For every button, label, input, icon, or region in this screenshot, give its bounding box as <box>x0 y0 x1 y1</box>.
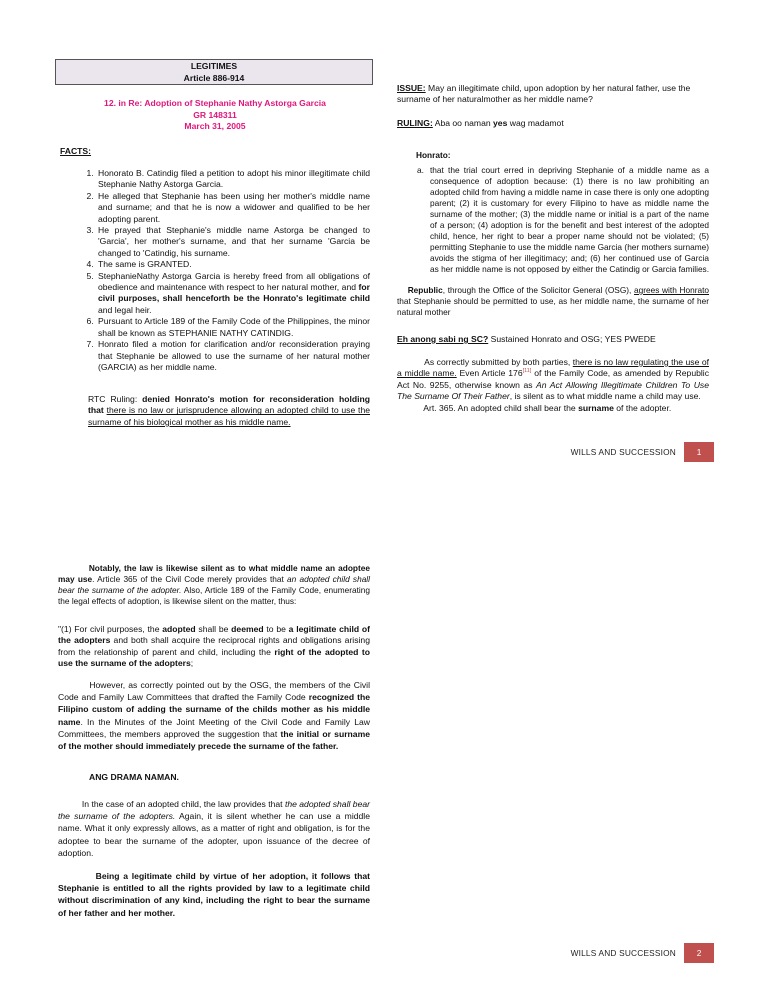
article-189-quote: "(1) For civil purposes, the adopted shall be deemed to be a legitimate child of the adopters and both shall acquire the reciprocal rights and obligations arising from the relationship of parent and child, including the right of the adopted to use the surname of the adopters; <box>58 624 370 669</box>
republic-paragraph: Republic, through the Office of the Solicitor General (OSG), agrees with Honrato that Stephanie should be permitted to use, as her middle name, the surname of her natural mother <box>397 285 709 317</box>
osg-paragraph: However, as correctly pointed out by the OSG, the members of the Civil Code and Family Law Committees that drafted the Family Code recognized the Filipino custom of adding the surname of the childs mother as his middle name. In the Minutes of the Joint Meeting of the Civil Code and Family Law Committees, the members approved the suggestion that the initial or surname of the mother should immediately precede the surname of the father. <box>58 680 371 752</box>
facts-heading: FACTS: <box>60 146 92 156</box>
facts-list <box>58 168 370 373</box>
sc-paragraph: As correctly submitted by both parties, there is no law regulating the use of a middle name. Even Article 176[11] of the Family Code, as amended by Republic Act No. 9255, otherwise known as An Act Allowing Illegitimate Children To Use The Surname Of Their Father, is silent as to what middle name a child may use. Art. 365. An adopted child shall bear the surname of the adopter. <box>397 357 709 413</box>
honrato-argument: a. that the trial court erred in depriving Stephanie of a middle name as a consequence of adoption because: (1) there is no law prohibiting an adopted child from having a middle name in case there is only one adopting parent; (2) it is customary for every Filipino to have as middle name the surname of the mother; (3) the middle name or initial is a part of the name of a person; (4) adoption is for the benefit and best interest of the adopted child, hence, her right to bear a proper name should not be violated; (5) permitting Stephanie to use the middle name Garcia (her mothers surname) avoids the stigma of her illegitimacy; and; (6) her continued use of Garcia as her middle name is not opposed by either the Catindig or Garcia families. <box>417 165 710 274</box>
articles: Article 886-914 <box>183 72 245 83</box>
sc-line: Eh anong sabi ng SC? Sustained Honrato and OSG; YES PWEDE <box>397 334 656 344</box>
page-footer <box>571 442 714 462</box>
legitimate-child-paragraph: Being a legitimate child by virtue of her adoption, it follows that Stephanie is entitled to all the rights provided by law to a legitimate child without discrimination of any kind, including the right to bear the surname of her father and her mother. <box>58 871 370 918</box>
list-item: 3. He prayed that Stephanie's middle name Astorga be changed to 'Garcia', her mother's surname, and that her surname 'Garcia be changed to 'Catindig, his surname. <box>96 225 370 259</box>
case-gr: GR 148311 <box>193 109 237 120</box>
title-box <box>55 59 373 85</box>
page-footer <box>571 943 714 963</box>
case-date: March 31, 2005 <box>184 121 246 131</box>
rtc-ruling: RTC Ruling: denied Honrato's motion for reconsideration holding that there is no law or jurisprudence allowing an adopted child to use the surname of his biological mother as his middle name. <box>88 394 371 427</box>
page-number-badge: 2 <box>684 943 714 963</box>
case-name: 12. in Re: Adoption of Stephanie Nathy Astorga Garcia <box>104 98 326 108</box>
honrato-heading: Honrato: <box>416 150 451 160</box>
footer-label: WILLS AND SUCCESSION <box>570 948 676 958</box>
title: LEGITIMES <box>190 61 238 71</box>
drama-heading: ANG DRAMA NAMAN. <box>89 772 179 782</box>
list-item: 5. StephanieNathy Astorga Garcia is hereby freed from all obligations of obedience and maintenance with respect to her natural mother, and for civil purposes, shall henceforth be the Honrato's legitimate child and legal heir. <box>96 271 370 317</box>
list-marker: a. <box>417 165 424 175</box>
footer-label: WILLS AND SUCCESSION <box>570 447 676 457</box>
list-item: 7. Honrato filed a motion for clarification and/or reconsideration praying that Stephanie be allowed to use the surname of her natural mother (GARCIA) as her middle name. <box>96 339 370 373</box>
list-item: 1. Honorato B. Catindig filed a petition to adopt his minor illegitimate child Stephanie Nathy Astorga Garcia. <box>96 168 370 191</box>
case-header <box>55 98 375 133</box>
list-item: 6. Pursuant to Article 189 of the Family Code of the Philippines, the minor shall be known as STEPHANIE NATHY CATINDIG. <box>96 316 370 339</box>
list-item: 2. He alleged that Stephanie has been using her mother's middle name and surname; and that he is now a widower and qualified to be her adopting parent. <box>96 191 370 225</box>
issue: ISSUE: May an illegitimate child, upon adoption by her natural father, use the surname of her naturalmother as her middle name? <box>397 83 691 105</box>
ruling: RULING: Aba oo naman yes wag madamot <box>397 118 564 128</box>
list-item: 4. The same is GRANTED. <box>96 259 370 270</box>
notably-paragraph: Notably, the law is likewise silent as to what middle name an adoptee may use. Article 365 of the Civil Code merely provides that an adopted child shall bear the surname of the adopter. Also, Article 189 of the Family Code, enumerating the legal effects of adoption, is likewise silent on the matter, thus: <box>58 563 370 606</box>
adopted-child-paragraph: In the case of an adopted child, the law provides that the adopted shall bear the surname of the adopters. Again, it is silent whether he can use a middle name. What it only expressly allows, as a matter of right and obligation, is for the adoptee to bear the surname of the adopter, upon issuance of the decree of adoption. <box>58 799 370 858</box>
page-number-badge: 1 <box>684 442 714 462</box>
